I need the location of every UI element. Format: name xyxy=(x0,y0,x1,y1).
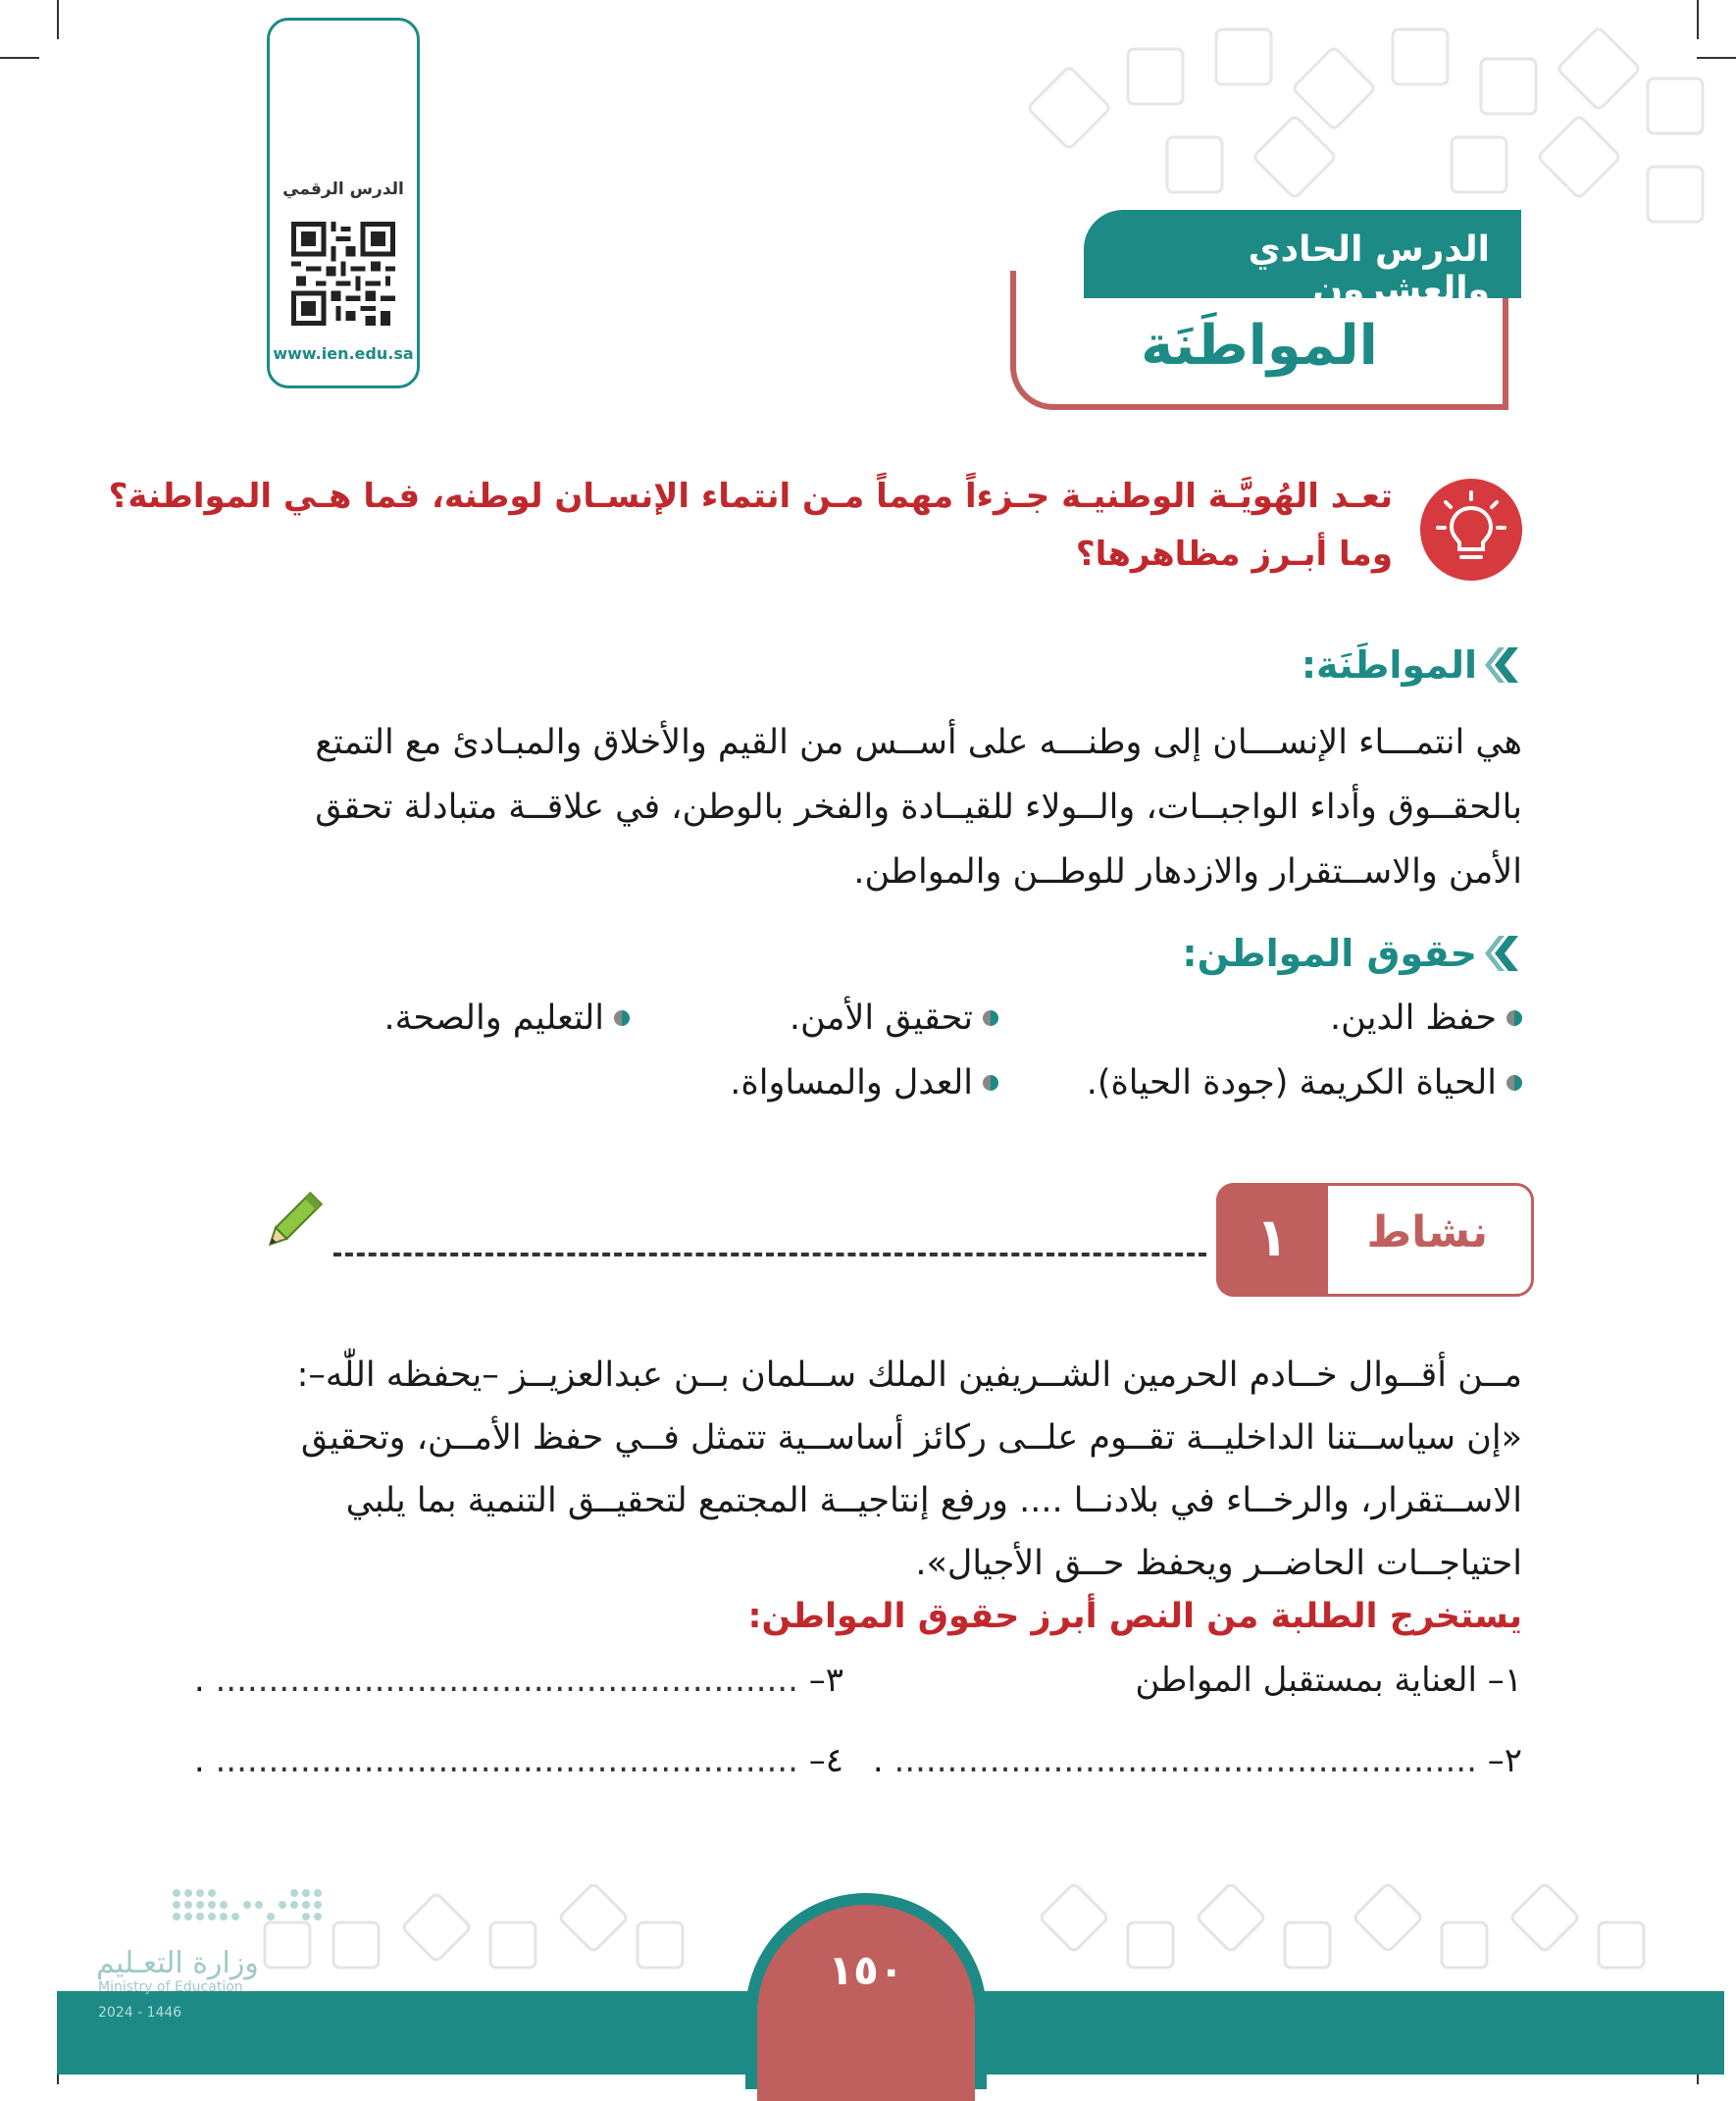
quote-line: الاســتقرار، والرخــاء في بلادنــا .... ورفع إنتاجيــة المجتمع لتحقيــق التنمية بما يلبي xyxy=(345,1481,1522,1520)
ministry-name-ar: وزارة التعـليم xyxy=(96,1946,259,1980)
rights-heading-text: حقوق المواطن: xyxy=(1182,932,1477,975)
citizenship-paragraph xyxy=(208,710,1522,904)
ministry-name-en: Ministry of Education xyxy=(98,1979,243,1995)
rights-heading xyxy=(1182,932,1522,975)
rights-item: حفظ الدين. xyxy=(1330,999,1522,1038)
quote-line: احتياجــات الحاضــر ويحفظ حــق الأجيال». xyxy=(915,1544,1522,1583)
bullet-icon xyxy=(614,1010,630,1026)
activity-quote xyxy=(208,1344,1522,1595)
quote-line: «إن سياســتنا الداخليــة تقــوم علــى ركائز أساســية تتمثل فــي حفظ الأمــن، وتحقيق xyxy=(300,1418,1522,1458)
bullet-icon xyxy=(1506,1010,1522,1026)
page-number: ١٥٠ xyxy=(828,1946,904,1994)
question-line-2: وما أبـرز مظاهرها؟ xyxy=(1075,535,1393,574)
bullet-icon xyxy=(983,1075,998,1091)
qr-card[interactable] xyxy=(267,18,420,388)
crop-mark xyxy=(0,57,39,59)
bullet-icon xyxy=(983,1010,998,1026)
answer-item-3[interactable]: ٣– ....................................................... . xyxy=(193,1661,843,1700)
answer-item-2[interactable]: ٢– ....................................................... . xyxy=(872,1741,1522,1780)
citizenship-heading xyxy=(1302,643,1522,687)
citizenship-heading-text: المواطَنَة: xyxy=(1301,643,1477,687)
decorative-pattern xyxy=(1020,20,1726,235)
activity-number: ١ xyxy=(1216,1183,1328,1297)
rights-item: تحقيق الأمن. xyxy=(790,999,998,1038)
ministry-logo-icon xyxy=(167,1883,324,1934)
qr-code-icon[interactable] xyxy=(291,222,395,326)
rights-item: الحياة الكريمة (جودة الحياة). xyxy=(1087,1063,1522,1102)
activity-label: نشاط xyxy=(1366,1207,1488,1257)
answer-item-4[interactable]: ٤– ....................................................... . xyxy=(193,1741,843,1780)
lesson-number-tab xyxy=(1084,210,1521,310)
bullet-icon xyxy=(1506,1075,1522,1091)
chevron-icon xyxy=(1485,934,1522,973)
question-line-1: تعـد الهُويَّـة الوطنيـة جـزءاً مهماً مـن انتماء الإنسـان لوطنه، فما هـي المواطنة؟ xyxy=(108,477,1393,516)
qr-url[interactable]: www.ien.edu.sa xyxy=(273,344,414,363)
citizenship-line: هي انتمـــاء الإنســـان إلى وطنـــه على أســس من القيم والأخلاق والمبـادئ مع التمتع xyxy=(315,723,1522,762)
rights-item: التعليم والصحة. xyxy=(383,999,630,1038)
decorative-pattern-bottom xyxy=(245,1864,1716,1991)
lesson-number-label: الدرس الحادي والعشرون xyxy=(1248,230,1490,310)
ministry-year: 2024 - 1446 xyxy=(98,2005,182,2021)
pencil-icon xyxy=(257,1187,328,1257)
answer-item-1: ١– العناية بمستقبل المواطن xyxy=(1135,1661,1522,1700)
quote-line: مــن أقــوال خــادم الحرمين الشــريفين الملك ســلمان بــن عبدالعزيــز –يحفظه اللّٰه–: xyxy=(296,1356,1522,1395)
citizenship-line: بالحقــوق وأداء الواجبــات، والــولاء للقيــادة والفخر بالوطن، في علاقــة متبادلة تحقق xyxy=(315,788,1522,827)
activity-header xyxy=(1216,1183,1534,1297)
activity-dashed-line xyxy=(333,1253,1206,1256)
crop-mark xyxy=(57,0,59,39)
chevron-icon xyxy=(1485,645,1522,685)
rights-item: العدل والمساواة. xyxy=(730,1063,998,1102)
lightbulb-icon xyxy=(1420,479,1522,581)
lesson-title: المواطَنَة xyxy=(1141,314,1378,378)
activity-instruction: يستخرج الطلبة من النص أبرز حقوق المواطن: xyxy=(747,1597,1522,1636)
citizenship-line: الأمن والاســتقرار والازدهار للوطــن والمواطن. xyxy=(853,852,1522,892)
qr-label: الدرس الرقمي xyxy=(282,179,404,199)
